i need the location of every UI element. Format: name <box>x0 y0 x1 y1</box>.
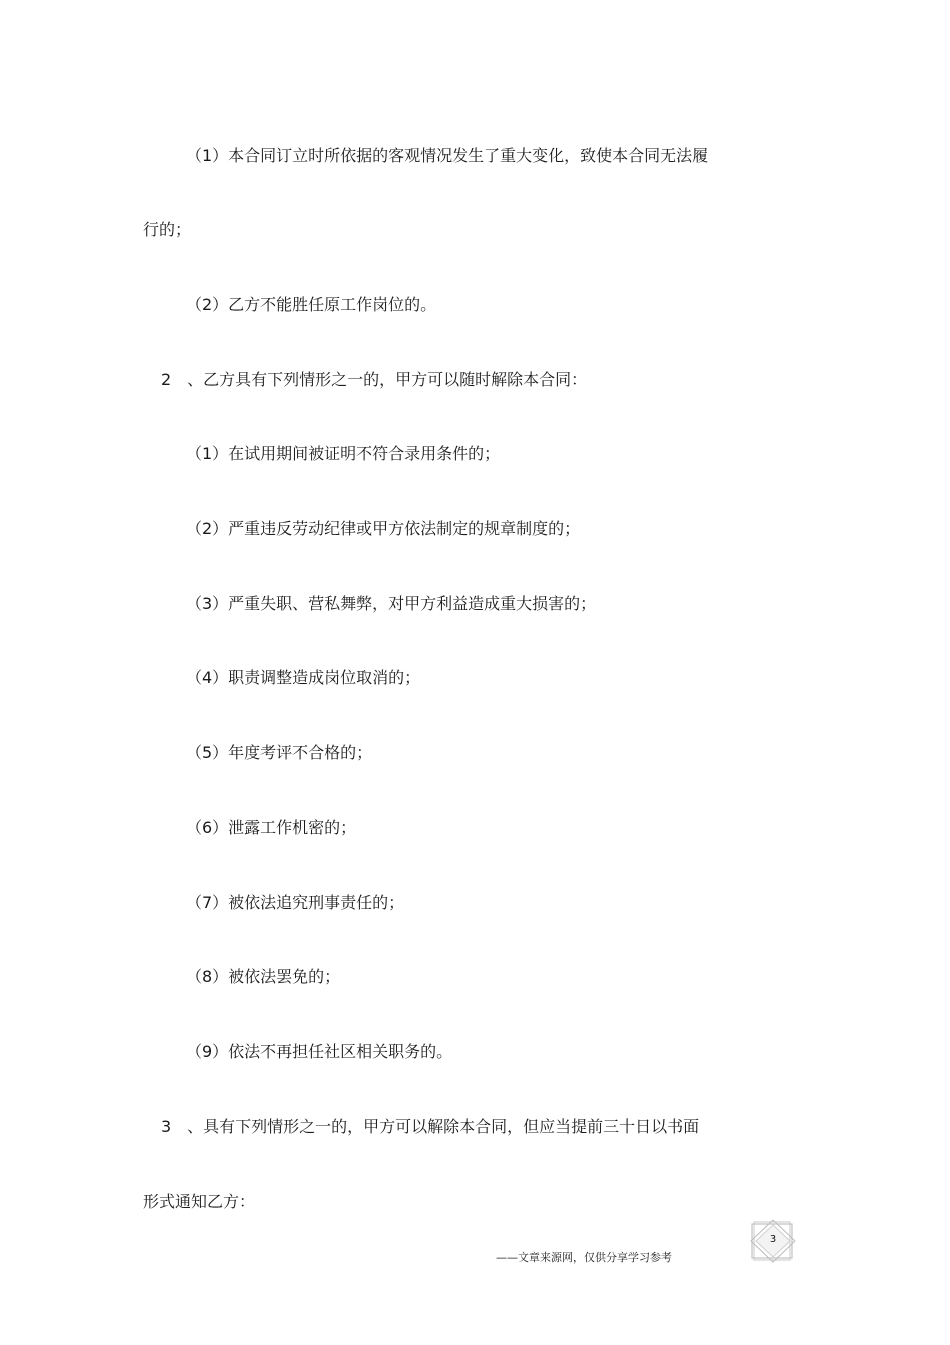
paragraph-line: （8）被依法罢免的； <box>186 967 341 986</box>
paragraph-line: 3 、具有下列情形之一的，甲方可以解除本合同，但应当提前三十日以书面 <box>161 1117 700 1136</box>
paragraph-line: （1）本合同订立时所依据的客观情况发生了重大变化，致使本合同无法履 <box>186 146 709 165</box>
footer-source-note: ——文章来源网，仅供分享学习参考 <box>496 1251 672 1264</box>
paragraph-line: （6）泄露工作机密的； <box>186 818 357 837</box>
page-number: 3 <box>769 1234 777 1245</box>
paragraph-line: （2）乙方不能胜任原工作岗位的。 <box>186 295 437 314</box>
paragraph-line: （7）被依法追究刑事责任的； <box>186 893 405 912</box>
paragraph-line: （1）在试用期间被证明不符合录用条件的； <box>186 444 501 463</box>
paragraph-line: 形式通知乙方： <box>143 1192 256 1211</box>
paragraph-line: 2 、乙方具有下列情形之一的，甲方可以随时解除本合同： <box>161 370 588 389</box>
paragraph-line: （2）严重违反劳动纪律或甲方依法制定的规章制度的； <box>186 519 581 538</box>
paragraph-line: （9）依法不再担任社区相关职务的。 <box>186 1042 453 1061</box>
paragraph-line: （5）年度考评不合格的； <box>186 743 373 762</box>
page-number-badge <box>748 1219 798 1263</box>
paragraph-line: （3）严重失职、营私舞弊，对甲方利益造成重大损害的； <box>186 594 597 613</box>
paragraph-line: 行的； <box>143 220 192 239</box>
paragraph-line: （4）职责调整造成岗位取消的； <box>186 668 421 687</box>
